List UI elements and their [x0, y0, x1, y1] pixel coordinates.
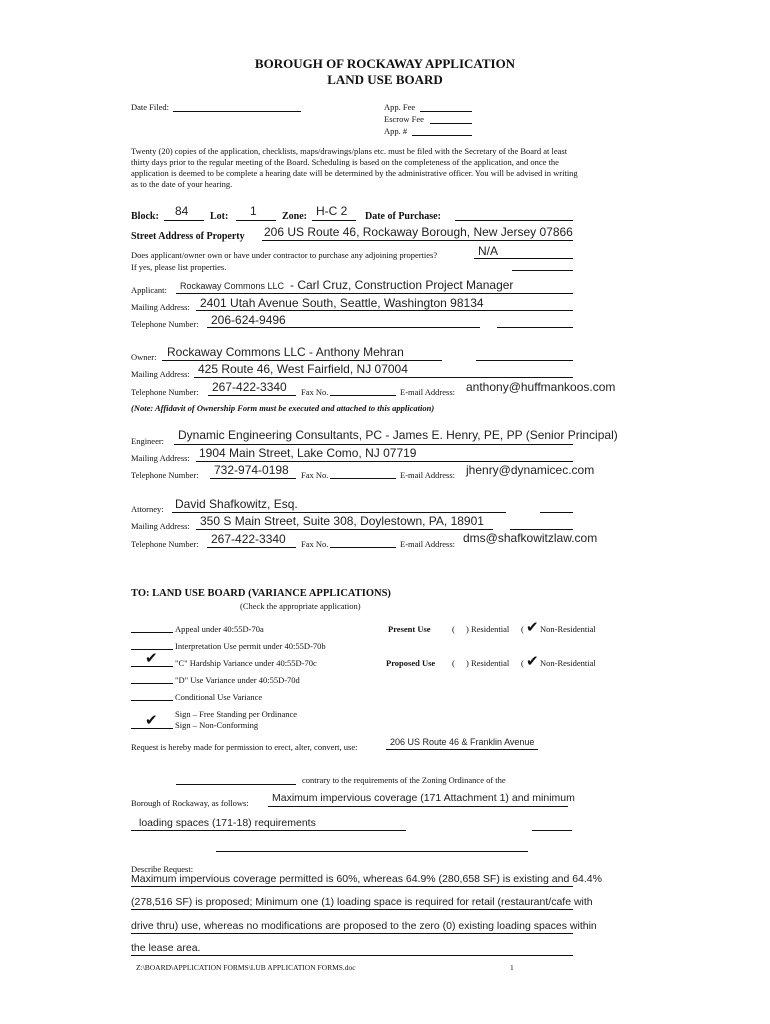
contrary-field[interactable]: [176, 784, 296, 785]
describe-request-label: Describe Request:: [131, 864, 194, 874]
owner-fax-field[interactable]: [330, 395, 396, 396]
app-number-field[interactable]: [412, 135, 472, 136]
block-label: Block:: [131, 211, 159, 222]
lot-value[interactable]: 1: [250, 204, 257, 218]
borough-follows-label: Borough of Rockaway, as follows:: [131, 798, 249, 808]
engineer-phone-value[interactable]: 732-974-0198: [214, 463, 289, 477]
adjoining-list-field[interactable]: [512, 270, 573, 271]
footer-filename: Z:\BOARD\APPLICATION FORMS\LUB APPLICATION FORMS.doc: [136, 963, 356, 972]
applicant-mailing-label: Mailing Address:: [131, 302, 190, 312]
attorney-email-label: E-mail Address:: [400, 539, 456, 549]
page-title: BOROUGH OF ROCKAWAY APPLICATION: [254, 56, 516, 71]
date-filed-label: Date Filed:: [131, 102, 170, 112]
sign-nonconforming-check-icon: ✔: [145, 711, 158, 729]
owner-mailing-value[interactable]: 425 Route 46, West Fairfield, NJ 07004: [198, 362, 408, 376]
describe-line-2[interactable]: (278,516 SF) is proposed; Minimum one (1) loading space is required for retail (restaurant/cafe with: [131, 896, 593, 908]
variance-item-interpretation: Interpretation Use permit under 40:55D-70b: [175, 641, 326, 651]
variance-item-sign-free-standing: Sign – Free Standing per Ordinance: [175, 709, 298, 719]
variance-subheading: (Check the appropriate application): [240, 601, 361, 611]
additional-request-line[interactable]: [216, 851, 528, 852]
attorney-fax-field[interactable]: [330, 547, 396, 548]
c-hardship-check-icon: ✔: [145, 649, 158, 667]
adjoining-list-label: If yes, please list properties.: [131, 262, 227, 272]
app-fee-field[interactable]: [420, 111, 472, 112]
zone-value[interactable]: H-C 2: [316, 204, 348, 218]
present-use-label: Present Use: [388, 624, 431, 634]
escrow-fee-field[interactable]: [430, 123, 472, 124]
applicant-mailing-value[interactable]: 2401 Utah Avenue South, Seattle, Washington 98134: [200, 296, 484, 310]
applicant-phone-label: Telephone Number:: [131, 319, 199, 329]
date-filed-field[interactable]: [173, 111, 301, 112]
follows-value-line-1[interactable]: Maximum impervious coverage (171 Attachment 1) and minimum: [272, 792, 575, 804]
date-of-purchase-label: Date of Purchase:: [365, 211, 441, 222]
applicant-label: Applicant:: [131, 285, 167, 295]
page-subtitle: LAND USE BOARD: [327, 72, 443, 87]
present-use-nonresidential[interactable]: Non-Residential: [540, 624, 596, 634]
present-use-nonresidential-check-icon[interactable]: ✔: [526, 618, 539, 636]
owner-email-value[interactable]: anthony@huffmankoos.com: [466, 380, 616, 394]
present-use-residential[interactable]: ) Residential: [466, 624, 510, 634]
attorney-name[interactable]: David Shafkowitz, Esq.: [175, 497, 298, 511]
instructions-line-2: thirty days prior to the regular meeting of the Board. Scheduling is based on the completeness of the application, and once the: [131, 157, 559, 167]
variance-item-sign-nonconforming: Sign – Non-Conforming: [175, 720, 259, 730]
attorney-phone-value[interactable]: 267-422-3340: [211, 532, 286, 546]
owner-name[interactable]: Rockaway Commons LLC - Anthony Mehran: [167, 345, 404, 359]
attorney-phone-label: Telephone Number:: [131, 539, 199, 549]
describe-line-4[interactable]: the lease area.: [131, 942, 201, 954]
engineer-mailing-value[interactable]: 1904 Main Street, Lake Como, NJ 07719: [199, 446, 417, 460]
follows-value-line-2[interactable]: loading spaces (171-18) requirements: [139, 817, 316, 829]
engineer-email-value[interactable]: jhenry@dynamicec.com: [466, 463, 595, 477]
escrow-fee-label: Escrow Fee: [384, 114, 424, 124]
contrary-text: contrary to the requirements of the Zoning Ordinance of the: [302, 775, 506, 785]
instructions-line-4: as to the date of your hearing.: [131, 179, 233, 189]
request-location-value[interactable]: 206 US Route 46 & Franklin Avenue: [390, 737, 535, 747]
owner-email-label: E-mail Address:: [400, 387, 456, 397]
applicant-contact[interactable]: - Carl Cruz, Construction Project Manager: [290, 278, 514, 292]
present-use-residential-open[interactable]: (: [452, 624, 455, 634]
instructions-line-1: Twenty (20) copies of the application, checklists, maps/drawings/plans etc. must be filed with the Secretary of the Board at least: [131, 146, 568, 156]
attorney-fax-label: Fax No.: [301, 539, 329, 549]
proposed-use-nonresidential[interactable]: Non-Residential: [540, 658, 596, 668]
date-of-purchase-field[interactable]: [455, 220, 573, 221]
describe-line-3[interactable]: drive thru) use, whereas no modifications are proposed to the zero (0) existing loading spaces within: [131, 920, 597, 932]
owner-phone-label: Telephone Number:: [131, 387, 199, 397]
block-value[interactable]: 84: [175, 204, 189, 218]
proposed-use-residential[interactable]: ) Residential: [466, 658, 510, 668]
attorney-mailing-value[interactable]: 350 S Main Street, Suite 308, Doylestown, PA, 18901: [200, 514, 484, 528]
zone-label: Zone:: [282, 211, 307, 222]
variance-heading: TO: LAND USE BOARD (VARIANCE APPLICATIONS): [131, 588, 391, 599]
describe-line-1[interactable]: Maximum impervious coverage permitted is 60%, whereas 64.9% (280,658 SF) is existing and 64.4%: [131, 873, 602, 885]
engineer-mailing-label: Mailing Address:: [131, 453, 190, 463]
app-fee-label: App. Fee: [384, 102, 416, 112]
owner-phone-value[interactable]: 267-422-3340: [212, 380, 287, 394]
conditional-use-checkbox-line[interactable]: [131, 700, 173, 701]
owner-fax-label: Fax No.: [301, 387, 329, 397]
engineer-name[interactable]: Dynamic Engineering Consultants, PC - James E. Henry, PE, PP (Senior Principal): [178, 428, 618, 442]
proposed-use-label: Proposed Use: [386, 658, 436, 668]
request-label: Request is hereby made for permission to erect, alter, convert, use:: [131, 742, 358, 752]
app-number-label: App. #: [384, 126, 408, 136]
appeal-checkbox-line[interactable]: [131, 632, 173, 633]
engineer-fax-label: Fax No.: [301, 470, 329, 480]
owner-label: Owner:: [131, 352, 157, 362]
street-address-label: Street Address of Property: [131, 231, 245, 242]
engineer-email-label: E-mail Address:: [400, 470, 456, 480]
footer-page-number: 1: [510, 963, 514, 972]
engineer-phone-label: Telephone Number:: [131, 470, 199, 480]
engineer-label: Engineer:: [131, 436, 165, 446]
variance-item-c-hardship: "C" Hardship Variance under 40:55D-70c: [175, 658, 317, 668]
proposed-use-nonresidential-check-icon[interactable]: ✔: [526, 652, 539, 670]
instructions-line-3: application is deemed to be complete a hearing date will be determined by the administrative officer. You will be advised in writing: [131, 168, 578, 178]
adjoining-value[interactable]: N/A: [478, 244, 499, 258]
d-use-checkbox-line[interactable]: [131, 683, 173, 684]
engineer-fax-field[interactable]: [330, 478, 396, 479]
owner-affidavit-note: (Note: Affidavit of Ownership Form must be executed and attached to this application): [131, 403, 435, 413]
applicant-company[interactable]: Rockaway Commons LLC: [180, 281, 285, 291]
attorney-label: Attorney:: [131, 504, 164, 514]
variance-item-conditional-use: Conditional Use Variance: [175, 692, 263, 702]
applicant-phone-value[interactable]: 206-624-9496: [211, 313, 286, 327]
street-address-value[interactable]: 206 US Route 46, Rockaway Borough, New Jersey 07866: [264, 225, 573, 239]
lot-label: Lot:: [210, 211, 229, 222]
owner-mailing-label: Mailing Address:: [131, 369, 190, 379]
attorney-email-value[interactable]: dms@shafkowitzlaw.com: [463, 531, 598, 545]
variance-item-d-use: "D" Use Variance under 40:55D-70d: [175, 675, 300, 685]
attorney-mailing-label: Mailing Address:: [131, 521, 190, 531]
adjoining-question: Does applicant/owner own or have under contractor to purchase any adjoining properties?: [131, 250, 438, 260]
variance-item-appeal: Appeal under 40:55D-70a: [175, 624, 264, 634]
